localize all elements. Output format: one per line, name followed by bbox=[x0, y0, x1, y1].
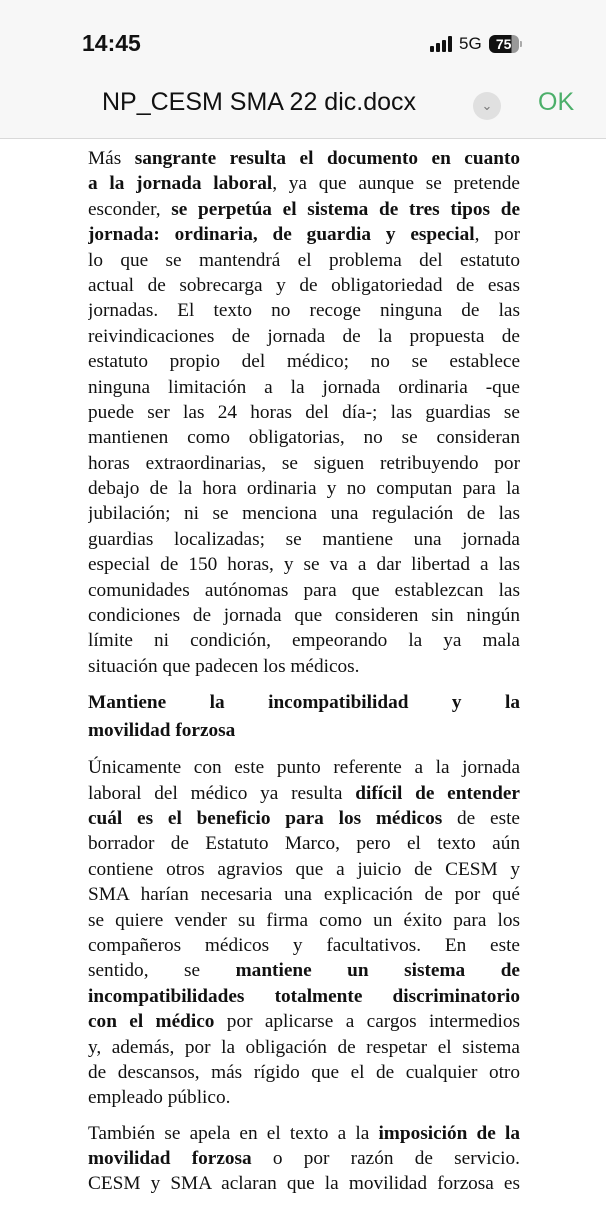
text: , ya que aunque se pretende bbox=[272, 173, 520, 195]
text: reivindicaciones de jornada de la propuesta de bbox=[88, 325, 520, 347]
text-line bbox=[88, 628, 520, 653]
text-line bbox=[88, 501, 520, 526]
text-line bbox=[88, 552, 520, 577]
text-line bbox=[88, 717, 520, 745]
text: , por bbox=[474, 224, 520, 246]
ok-button[interactable]: OK bbox=[538, 88, 575, 116]
text-line bbox=[88, 476, 520, 501]
text: mantienen como obligatorias, no se consideran bbox=[88, 427, 520, 449]
status-icons bbox=[430, 34, 522, 54]
bold-text: imposición de la bbox=[378, 1122, 520, 1144]
text: compañeros médicos y facultativos. En este bbox=[88, 934, 520, 956]
text-line bbox=[88, 222, 520, 247]
text: También se apela en el texto a la bbox=[88, 1122, 379, 1144]
bold-text: se perpetúa el sistema de tres tipos de bbox=[171, 198, 520, 220]
text-line bbox=[88, 1035, 520, 1060]
text-line bbox=[88, 1121, 520, 1146]
text: situación que padecen los médicos. bbox=[88, 655, 360, 677]
text-line bbox=[88, 755, 520, 780]
text-line bbox=[88, 1060, 520, 1085]
top-bar bbox=[0, 0, 606, 139]
bold-text: con el médico bbox=[88, 1011, 215, 1033]
cellular-signal-icon bbox=[430, 36, 452, 52]
text-line bbox=[88, 806, 520, 831]
text: debajo de la hora ordinaria y no computan para la bbox=[88, 478, 520, 500]
text: guardias localizadas; se mantiene una jornada bbox=[88, 528, 520, 550]
text-line bbox=[88, 933, 520, 958]
text: ninguna limitación a la jornada ordinaria -que bbox=[88, 376, 520, 398]
paragraph bbox=[88, 1121, 520, 1197]
text-line bbox=[88, 375, 520, 400]
section-heading bbox=[88, 689, 520, 745]
text-line bbox=[88, 603, 520, 628]
text-line bbox=[88, 451, 520, 476]
network-type: 5G bbox=[459, 34, 482, 53]
paragraph bbox=[88, 146, 520, 679]
text: borrador de Estatuto Marco, pero el texto aún bbox=[88, 833, 520, 855]
paragraph bbox=[88, 755, 520, 1110]
bold-text: Mantiene la incompatibilidad y la bbox=[88, 692, 520, 714]
text: comunidades autónomas para que establezcan las bbox=[88, 579, 520, 601]
text-line bbox=[88, 1146, 520, 1171]
text-line bbox=[88, 781, 520, 806]
bold-text: difícil de entender bbox=[355, 782, 520, 804]
bold-text: sangrante resulta el documento en cuanto bbox=[134, 148, 520, 169]
status-time: 14:45 bbox=[82, 30, 141, 56]
text: puede ser las 24 horas del día-; las guardias se bbox=[88, 401, 520, 423]
text: sentido, se bbox=[88, 960, 236, 982]
text: estatuto propio del médico; no se establece bbox=[88, 351, 520, 373]
text: SMA harían necesaria una explicación de por qué bbox=[88, 884, 520, 906]
text: Más bbox=[88, 148, 135, 169]
text-line bbox=[88, 400, 520, 425]
text-line bbox=[88, 654, 520, 679]
text: de descansos, más rígido que el de cualquier otro bbox=[88, 1061, 520, 1083]
text: esconder, bbox=[88, 198, 172, 220]
text: jornadas. El texto no recoge ninguna de las bbox=[88, 300, 520, 322]
text-line bbox=[88, 958, 520, 983]
bold-text: a la jornada laboral bbox=[88, 173, 273, 195]
text: y, además, por la obligación de respetar el sistema bbox=[88, 1036, 520, 1058]
text: especial de 150 horas, y se va a dar libertad a las bbox=[88, 554, 520, 576]
text: empleado público. bbox=[88, 1087, 231, 1109]
text: por aplicarse a cargos intermedios bbox=[214, 1011, 520, 1033]
bold-text: movilidad forzosa bbox=[88, 720, 236, 742]
text: contiene otros agravios que a juicio de CESM y bbox=[88, 858, 520, 880]
text-line bbox=[88, 984, 520, 1009]
text: actual de sobrecarga y de obligatoriedad de esas bbox=[88, 274, 520, 296]
text: condiciones de jornada que consideren sin ningún bbox=[88, 605, 520, 627]
text-line bbox=[88, 578, 520, 603]
text-line bbox=[88, 171, 520, 196]
text-line bbox=[88, 527, 520, 552]
text: límite ni condición, empeorando la ya mala bbox=[88, 630, 520, 652]
text-line bbox=[88, 324, 520, 349]
text-line bbox=[88, 425, 520, 450]
text: o por razón de servicio. bbox=[251, 1148, 520, 1170]
text: CESM y SMA aclaran que la movilidad forzosa es bbox=[88, 1173, 520, 1195]
text-line bbox=[88, 298, 520, 323]
text-line bbox=[88, 146, 520, 171]
text: horas extraordinarias, se siguen retribuyendo por bbox=[88, 452, 520, 474]
bold-text: cuál es el beneficio para los médicos bbox=[88, 807, 443, 829]
text-line bbox=[88, 197, 520, 222]
battery-level: 75 bbox=[489, 35, 519, 53]
text-line bbox=[88, 1085, 520, 1110]
bold-text: mantiene un sistema de bbox=[235, 960, 520, 982]
text-line bbox=[88, 857, 520, 882]
text-line bbox=[88, 831, 520, 856]
bold-text: movilidad forzosa bbox=[88, 1148, 252, 1170]
bold-text: jornada: ordinaria, de guardia y especial bbox=[88, 224, 475, 246]
text: lo que se mantendrá el problema del estatuto bbox=[88, 249, 520, 271]
text-line bbox=[88, 248, 520, 273]
text-line bbox=[88, 1171, 520, 1196]
text: laboral del médico ya resulta bbox=[88, 782, 356, 804]
text: jubilación; ni se menciona una regulación de las bbox=[88, 503, 520, 525]
text-line bbox=[88, 882, 520, 907]
document-title[interactable]: NP_CESM SMA 22 dic.docx bbox=[102, 88, 417, 116]
text-line bbox=[88, 1009, 520, 1034]
text-line bbox=[88, 349, 520, 374]
text: se quiere vender su firma como un éxito para los bbox=[88, 909, 520, 931]
text-line bbox=[88, 273, 520, 298]
bold-text: incompatibilidades totalmente discriminatorio bbox=[88, 985, 520, 1007]
text-line bbox=[88, 908, 520, 933]
text-line bbox=[88, 689, 520, 717]
document-body bbox=[88, 146, 520, 1207]
text: de este bbox=[442, 807, 520, 829]
text: Únicamente con este punto referente a la jornada bbox=[88, 757, 520, 779]
chevron-down-icon[interactable]: ⌄ bbox=[473, 92, 501, 120]
battery-icon bbox=[489, 35, 522, 53]
